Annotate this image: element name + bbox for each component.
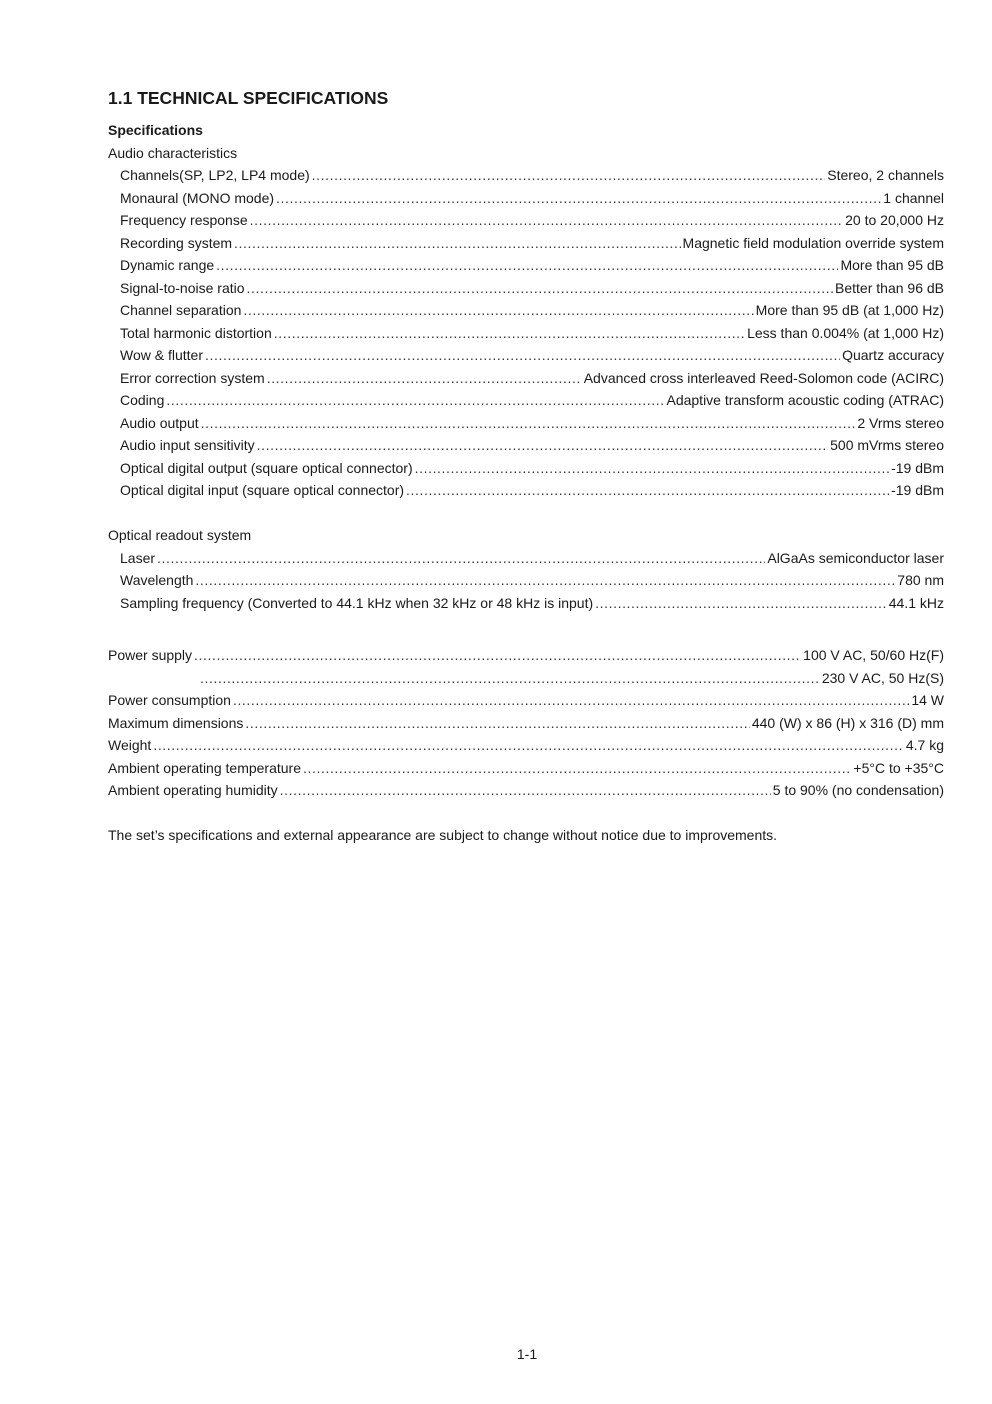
leader-dots bbox=[250, 209, 844, 232]
leader-dots bbox=[233, 689, 909, 712]
spec-label: Audio input sensitivity bbox=[120, 437, 255, 453]
leader-dots bbox=[200, 667, 820, 690]
leader-dots bbox=[247, 277, 834, 300]
spec-row bbox=[108, 569, 944, 592]
spec-row-power-supply bbox=[108, 644, 944, 667]
leader-dots bbox=[245, 712, 749, 735]
spec-row bbox=[108, 254, 944, 277]
spec-label: Wavelength bbox=[120, 572, 194, 588]
audio-section-title: Audio characteristics bbox=[108, 144, 238, 161]
spec-value: 2 Vrms stereo bbox=[857, 414, 944, 431]
spec-value: Magnetic field modulation override system bbox=[682, 234, 944, 251]
spec-value: 5 to 90% (no condensation) bbox=[772, 782, 944, 798]
spec-label: Total harmonic distortion bbox=[120, 324, 272, 341]
spec-label: Maximum dimensions bbox=[108, 714, 244, 731]
leader-dots bbox=[243, 299, 753, 322]
spec-label: Channel separation bbox=[120, 302, 242, 318]
spec-label: Ambient operating temperature bbox=[108, 759, 301, 776]
spec-label: Error correction system bbox=[120, 369, 265, 386]
leader-dots bbox=[194, 644, 801, 667]
spec-row bbox=[108, 187, 944, 210]
spec-row bbox=[108, 299, 944, 322]
spec-value: Less than 0.004% (at 1,000 Hz) bbox=[747, 324, 944, 341]
spec-row bbox=[108, 367, 944, 390]
leader-dots bbox=[153, 734, 904, 757]
leader-dots bbox=[415, 457, 889, 480]
spec-value: 500 mVrms stereo bbox=[830, 437, 944, 453]
spec-label: Optical digital input (square optical connector) bbox=[120, 482, 405, 498]
leader-dots bbox=[276, 187, 881, 210]
spec-label: Wow & flutter bbox=[120, 347, 203, 363]
leader-dots bbox=[166, 389, 664, 412]
spec-value: Better than 96 dB bbox=[835, 279, 944, 296]
spec-label: Ambient operating humidity bbox=[108, 782, 278, 798]
spec-row bbox=[108, 277, 944, 300]
page-number: 1-1 bbox=[516, 1346, 538, 1362]
spec-value: +5°C to +35°C bbox=[853, 759, 944, 776]
specifications-heading: Specifications bbox=[108, 122, 203, 138]
spec-row bbox=[108, 209, 944, 232]
general-section bbox=[108, 644, 944, 802]
spec-label: Power supply bbox=[108, 647, 193, 663]
spec-value: Advanced cross interleaved Reed-Solomon code (ACIRC) bbox=[583, 369, 944, 386]
leader-dots bbox=[234, 232, 680, 255]
spec-label: Laser bbox=[120, 549, 156, 566]
spec-row bbox=[108, 164, 944, 187]
spec-label: Power consumption bbox=[108, 692, 231, 708]
leader-dots bbox=[205, 344, 840, 367]
leader-dots bbox=[216, 254, 838, 277]
spec-value: 1 channel bbox=[883, 189, 944, 206]
spec-value: Adaptive transform acoustic coding (ATRAC) bbox=[666, 392, 944, 408]
spec-row bbox=[108, 734, 944, 757]
audio-section bbox=[108, 142, 944, 502]
leader-dots bbox=[280, 779, 771, 802]
spec-row bbox=[108, 547, 944, 570]
spec-row bbox=[108, 389, 944, 412]
spec-label: Monaural (MONO mode) bbox=[120, 189, 275, 206]
spec-row bbox=[108, 712, 944, 735]
leader-dots bbox=[257, 434, 829, 457]
leader-dots bbox=[312, 164, 826, 187]
spec-label: Audio output bbox=[120, 414, 199, 431]
spec-value: More than 95 dB bbox=[840, 257, 944, 273]
spec-row bbox=[108, 344, 944, 367]
spec-value: More than 95 dB (at 1,000 Hz) bbox=[755, 302, 944, 318]
spec-row bbox=[108, 232, 944, 255]
spec-row bbox=[108, 322, 944, 345]
disclaimer-note: The set’s specifications and external appearance are subject to change without notice due to improvements. bbox=[108, 827, 778, 843]
spec-label: Signal-to-noise ratio bbox=[120, 279, 245, 296]
spec-row bbox=[108, 779, 944, 802]
spacer bbox=[108, 502, 944, 525]
spacer bbox=[108, 614, 944, 644]
spec-label: Recording system bbox=[120, 234, 233, 251]
leader-dots bbox=[406, 479, 889, 502]
spec-value: 20 to 20,000 Hz bbox=[845, 212, 944, 228]
leader-dots bbox=[595, 592, 887, 615]
spacer bbox=[108, 802, 944, 825]
spec-value: 780 nm bbox=[897, 572, 944, 588]
spec-value: 230 V AC, 50 Hz(S) bbox=[821, 669, 944, 686]
leader-dots bbox=[195, 569, 895, 592]
optical-section-title: Optical readout system bbox=[108, 527, 252, 543]
spec-row bbox=[108, 412, 944, 435]
spec-value: Stereo, 2 channels bbox=[827, 167, 944, 183]
spec-value: 14 W bbox=[911, 692, 944, 708]
spec-row-power-supply-alt bbox=[108, 667, 944, 690]
spec-value: 44.1 kHz bbox=[888, 594, 944, 611]
spec-label: Channels(SP, LP2, LP4 mode) bbox=[120, 167, 310, 183]
spec-row bbox=[108, 457, 944, 480]
leader-dots bbox=[303, 757, 851, 780]
page-title: 1.1 TECHNICAL SPECIFICATIONS bbox=[108, 88, 389, 108]
spec-value: Quartz accuracy bbox=[842, 347, 944, 363]
spec-value: AlGaAs semiconductor laser bbox=[767, 549, 944, 566]
leader-dots bbox=[157, 547, 765, 570]
leader-dots bbox=[274, 322, 745, 345]
spec-label: Sampling frequency (Converted to 44.1 kHz when 32 kHz or 48 kHz is input) bbox=[120, 594, 594, 611]
spec-value: 100 V AC, 50/60 Hz(F) bbox=[803, 647, 944, 663]
leader-dots bbox=[267, 367, 582, 390]
spec-row bbox=[108, 592, 944, 615]
spec-row bbox=[108, 479, 944, 502]
spec-row bbox=[108, 689, 944, 712]
leader-dots bbox=[201, 412, 856, 435]
optical-section bbox=[108, 524, 944, 614]
spec-value: 4.7 kg bbox=[905, 737, 944, 753]
spec-label: Frequency response bbox=[120, 212, 248, 228]
spec-label: Weight bbox=[108, 737, 152, 753]
spec-row bbox=[108, 757, 944, 780]
spec-value: 440 (W) x 86 (H) x 316 (D) mm bbox=[751, 714, 944, 731]
spec-page bbox=[108, 86, 944, 847]
spec-label: Coding bbox=[120, 392, 165, 408]
spec-label: Optical digital output (square optical connector) bbox=[120, 459, 413, 476]
spec-value: -19 dBm bbox=[891, 459, 944, 476]
spec-row bbox=[108, 434, 944, 457]
spec-value: -19 dBm bbox=[891, 482, 944, 498]
spec-label: Dynamic range bbox=[120, 257, 215, 273]
